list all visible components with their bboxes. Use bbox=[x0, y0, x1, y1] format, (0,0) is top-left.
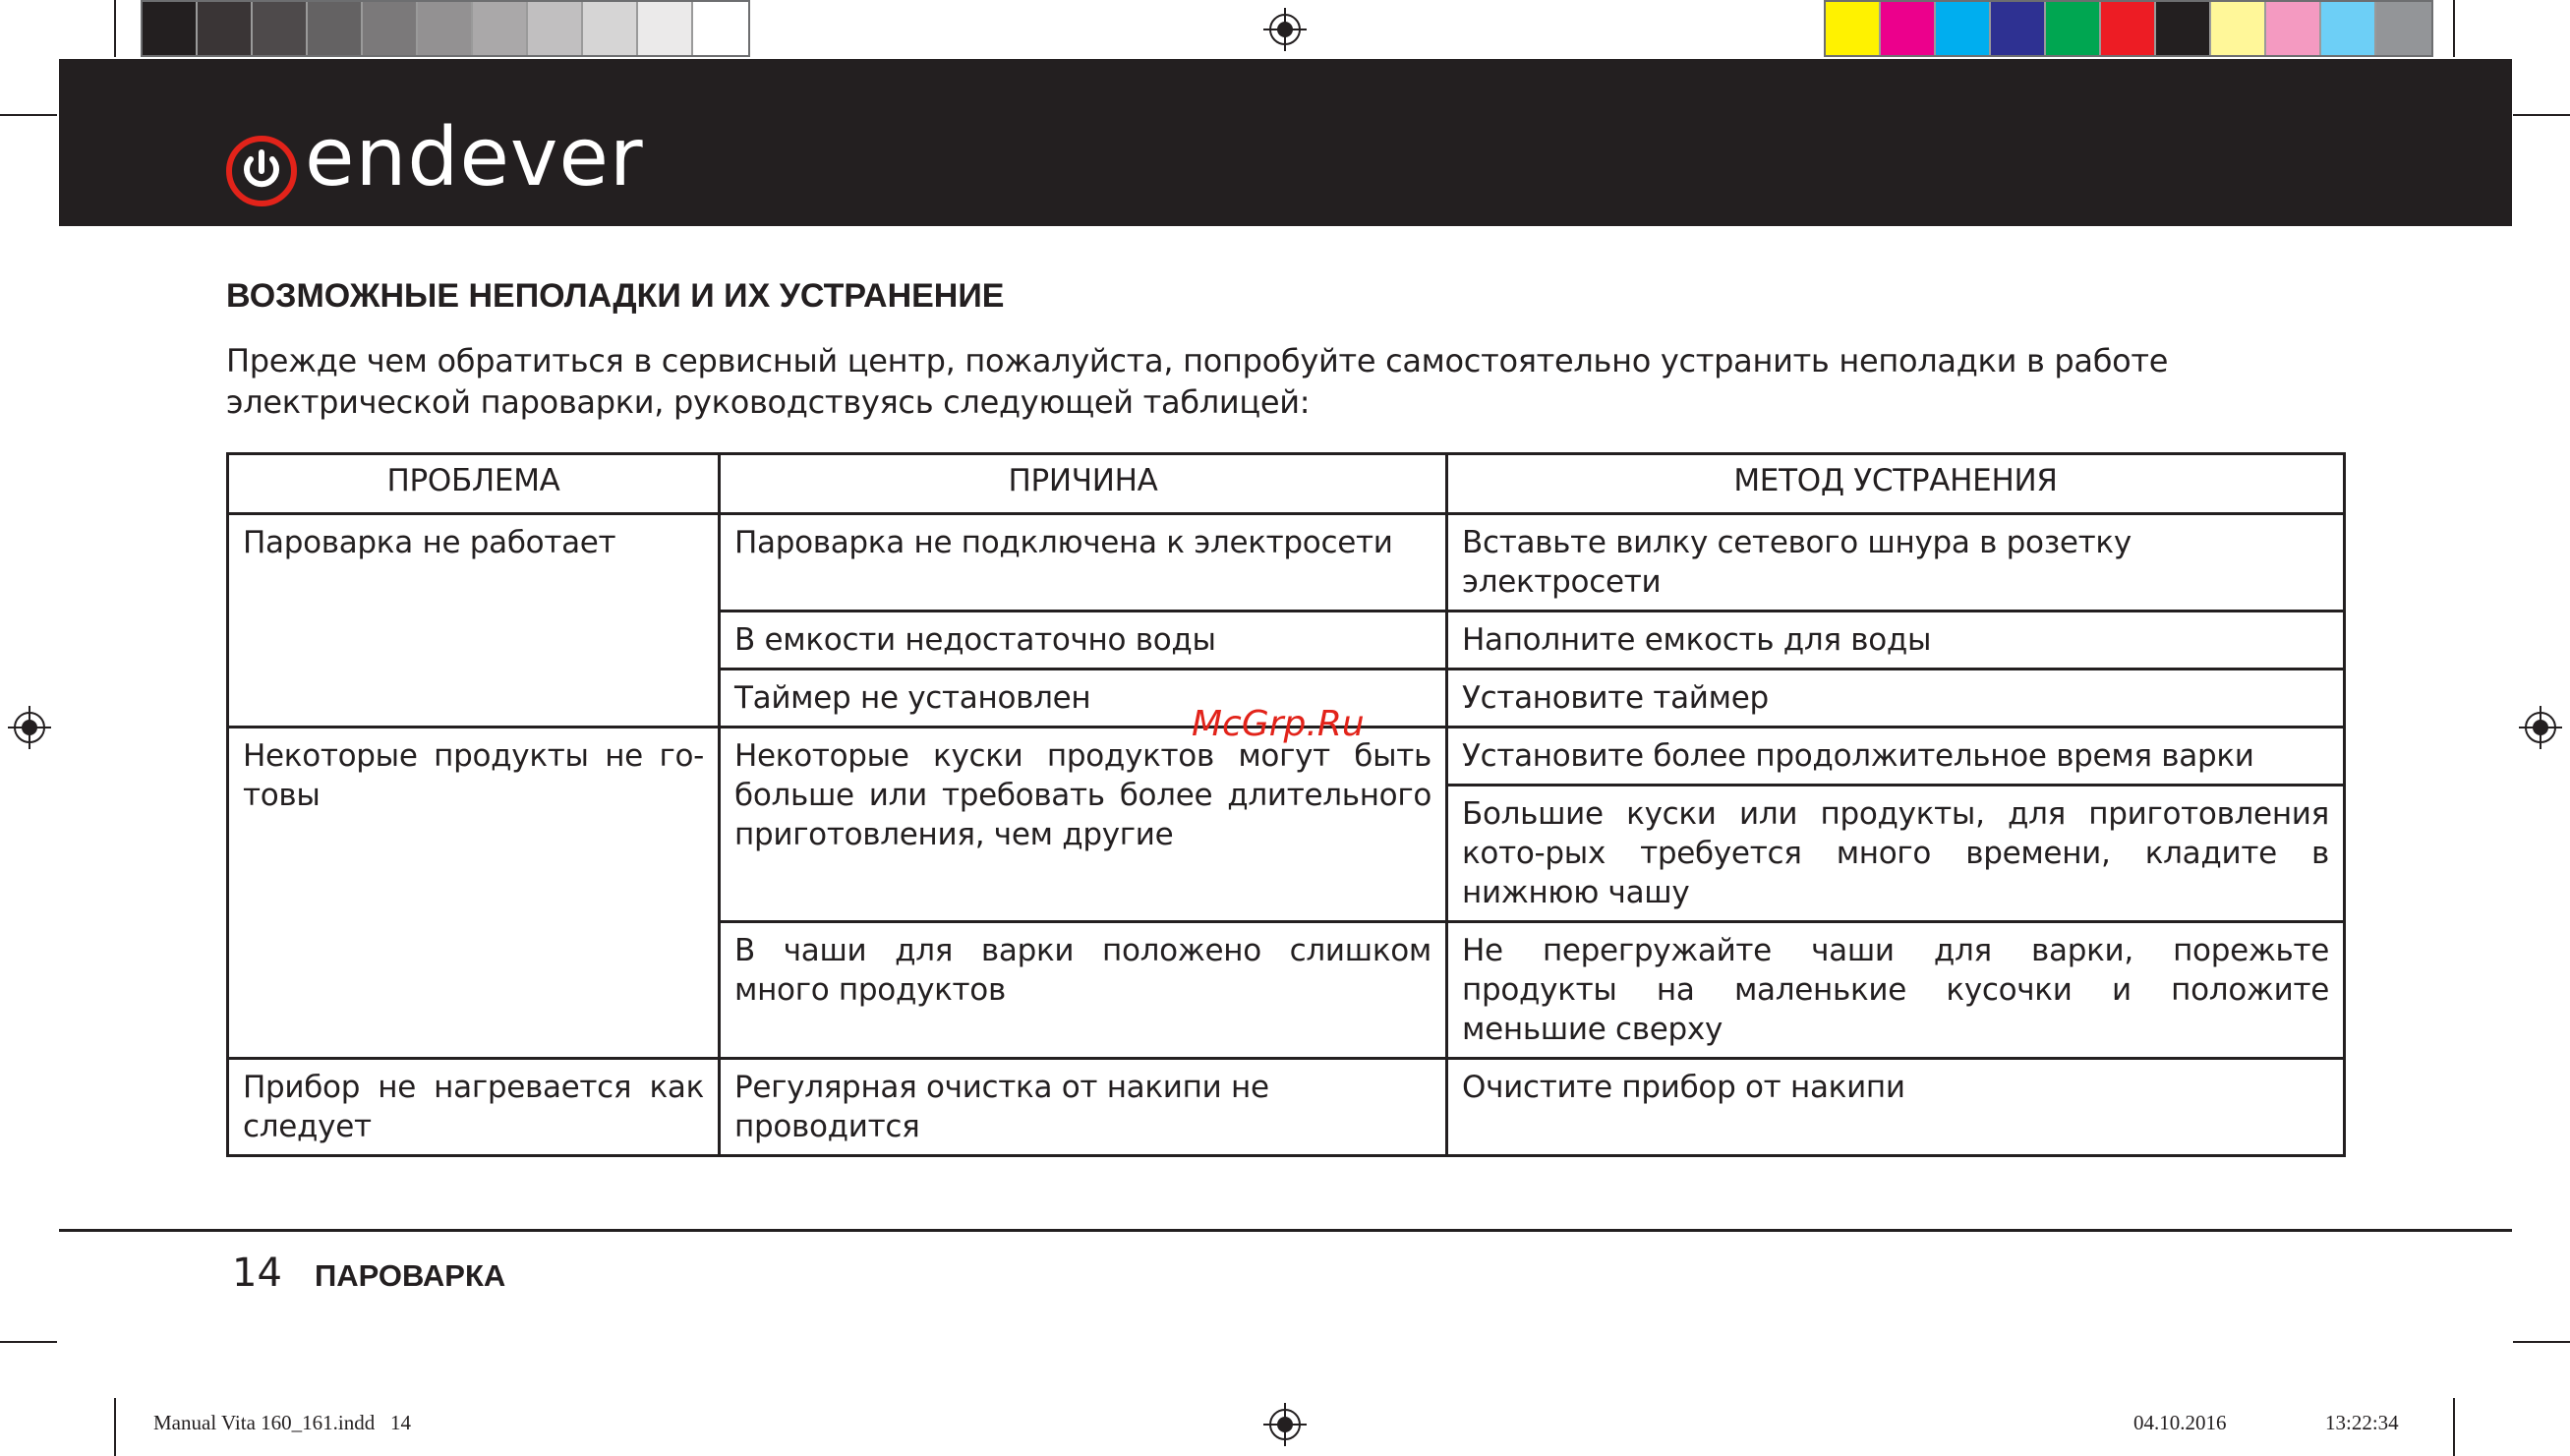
problem-cell: Прибор не нагревается как следует bbox=[228, 1059, 720, 1156]
process-swatch bbox=[2376, 2, 2431, 55]
process-swatch bbox=[2211, 2, 2266, 55]
process-swatch bbox=[2046, 2, 2101, 55]
process-swatch bbox=[1991, 2, 2046, 55]
solution-cell: Наполните емкость для воды bbox=[1447, 612, 2345, 670]
crop-mark bbox=[114, 1398, 116, 1456]
registration-mark-icon bbox=[1263, 1403, 1307, 1446]
slug-filename: Manual Vita 160_161.indd 14 bbox=[153, 1411, 411, 1434]
cause-cell: Регулярная очистка от накипи не проводится bbox=[720, 1059, 1447, 1156]
column-header-solution: МЕТОД УСТРАНЕНИЯ bbox=[1447, 454, 2345, 514]
process-swatch bbox=[2321, 2, 2376, 55]
gray-swatch bbox=[308, 2, 363, 55]
cause-cell: В емкости недостаточно воды bbox=[720, 612, 1447, 670]
power-logo-icon bbox=[224, 134, 299, 208]
gray-swatch bbox=[363, 2, 418, 55]
solution-cell: Очистите прибор от накипи bbox=[1447, 1059, 2345, 1156]
gray-swatch bbox=[198, 2, 253, 55]
table-header-row bbox=[228, 454, 2345, 514]
cause-cell: В чаши для варки положено слишком много продуктов bbox=[720, 922, 1447, 1059]
gray-swatch bbox=[253, 2, 308, 55]
table-row bbox=[228, 514, 2345, 612]
process-swatch bbox=[1936, 2, 1991, 55]
watermark: McGrp.Ru bbox=[1192, 704, 1365, 744]
footer-divider bbox=[59, 1229, 2512, 1232]
gray-swatch bbox=[473, 2, 528, 55]
process-swatch bbox=[1881, 2, 1936, 55]
gray-swatch bbox=[143, 2, 198, 55]
slug-time: 13:22:34 bbox=[2325, 1411, 2399, 1434]
troubleshooting-table bbox=[226, 452, 2346, 1157]
column-header-cause: ПРИЧИНА bbox=[720, 454, 1447, 514]
gray-color-bar bbox=[141, 0, 750, 57]
solution-cell: Установите таймер bbox=[1447, 670, 2345, 728]
intro-paragraph: Прежде чем обратиться в сервисный центр, пожалуйста, попробуйте самостоятельно устранить неполадки в работе электрической пароварки, руководствуясь следующей таблицей: bbox=[226, 342, 2169, 421]
problem-cell: Пароварка не работает bbox=[228, 514, 720, 728]
crop-mark bbox=[2513, 114, 2570, 116]
page-number: 14 bbox=[232, 1251, 282, 1296]
cause-cell: Пароварка не подключена к электросети bbox=[720, 514, 1447, 612]
slug-date: 04.10.2016 bbox=[2133, 1411, 2227, 1434]
process-color-bar bbox=[1824, 0, 2433, 57]
solution-cell: Вставьте вилку сетевого шнура в розетку электросети bbox=[1447, 514, 2345, 612]
gray-swatch bbox=[528, 2, 583, 55]
crop-mark bbox=[2513, 1341, 2570, 1343]
footer-section-title: ПАРОВАРКА bbox=[315, 1258, 506, 1293]
gray-swatch bbox=[638, 2, 693, 55]
process-swatch bbox=[1826, 2, 1881, 55]
process-swatch bbox=[2156, 2, 2211, 55]
cause-cell: Некоторые куски продуктов могут быть больше или требовать более длительного приготовления, чем другие bbox=[720, 728, 1447, 922]
registration-mark-icon bbox=[8, 706, 51, 749]
solution-cell: Большие куски или продукты, для приготовления кото-рых требуется много времени, кладите в нижнюю чашу bbox=[1447, 786, 2345, 922]
page-title: ВОЗМОЖНЫЕ НЕПОЛАДКИ И ИХ УСТРАНЕНИЕ bbox=[226, 277, 1005, 315]
solution-cell: Не перегружайте чаши для варки, порежьте продукты на маленькие кусочки и положите меньшие сверху bbox=[1447, 922, 2345, 1059]
crop-mark bbox=[0, 114, 57, 116]
registration-mark-icon bbox=[1263, 8, 1307, 51]
table-row bbox=[228, 1059, 2345, 1156]
gray-swatch bbox=[583, 2, 638, 55]
gray-swatch bbox=[418, 2, 473, 55]
brand-logo-text: endever bbox=[305, 111, 644, 204]
crop-mark bbox=[2453, 1398, 2455, 1456]
crop-mark bbox=[114, 0, 116, 57]
crop-mark bbox=[0, 1341, 57, 1343]
problem-cell: Некоторые продукты не го-товы bbox=[228, 728, 720, 1059]
column-header-problem: ПРОБЛЕМА bbox=[228, 454, 720, 514]
crop-mark bbox=[2453, 0, 2455, 57]
registration-mark-icon bbox=[2519, 706, 2562, 749]
gray-swatch bbox=[693, 2, 748, 55]
process-swatch bbox=[2266, 2, 2321, 55]
process-swatch bbox=[2101, 2, 2156, 55]
cause-cell: Таймер не установлен bbox=[720, 670, 1447, 728]
solution-cell: Установите более продолжительное время варки bbox=[1447, 728, 2345, 786]
